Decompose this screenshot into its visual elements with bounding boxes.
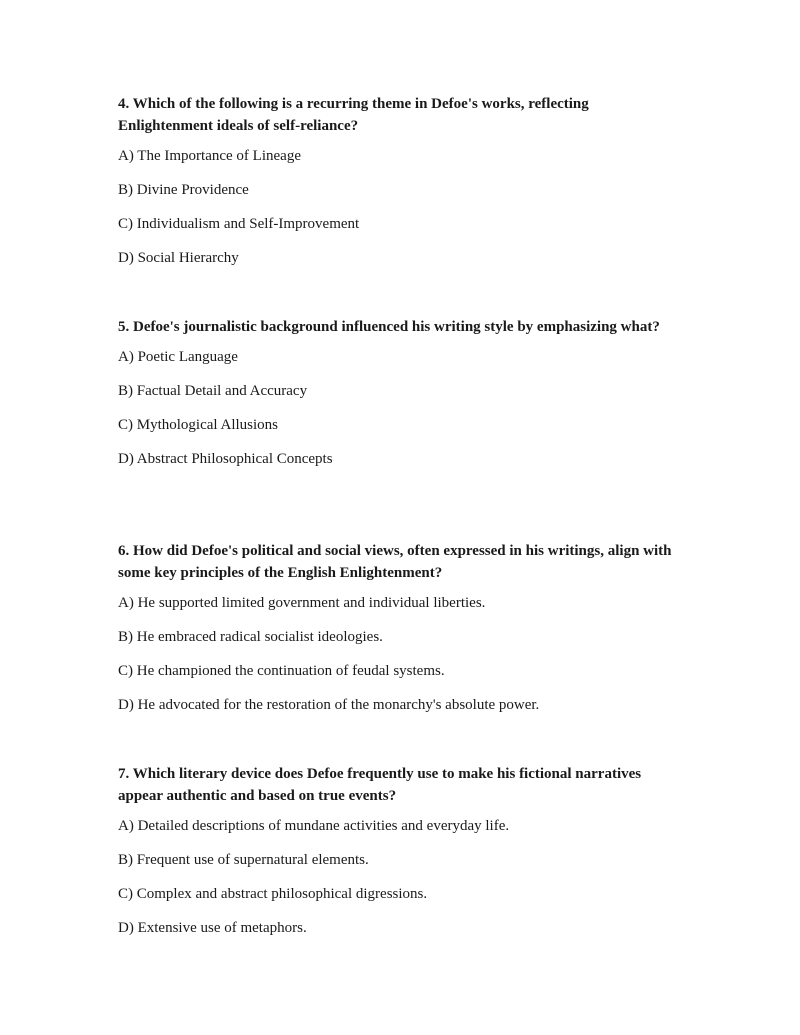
option-c: C) Individualism and Self-Improvement	[118, 216, 360, 232]
question-6	[118, 540, 688, 714]
option-list	[118, 147, 678, 267]
option-b: B) Divine Providence	[118, 182, 249, 198]
option-d: D) Extensive use of metaphors.	[118, 920, 307, 936]
option-a: A) He supported limited government and individual liberties.	[118, 595, 486, 611]
question-4	[118, 93, 678, 267]
option-b: B) Factual Detail and Accuracy	[118, 383, 308, 399]
question-text: 6. How did Defoe's political and social views, often expressed in his writings, align with some key principles of the English Enlightenment?	[118, 543, 672, 581]
question-text: 5. Defoe's journalistic background influenced his writing style by emphasizing what?	[118, 319, 660, 335]
option-a: A) Detailed descriptions of mundane activities and everyday life.	[118, 818, 510, 834]
option-b: B) He embraced radical socialist ideologies.	[118, 629, 383, 645]
option-d: D) Abstract Philosophical Concepts	[118, 451, 333, 467]
option-list	[118, 817, 688, 937]
question-5	[118, 316, 678, 468]
question-7	[118, 763, 688, 937]
option-d: D) Social Hierarchy	[118, 250, 239, 266]
option-b: B) Frequent use of supernatural elements.	[118, 852, 369, 868]
option-c: C) Complex and abstract philosophical digressions.	[118, 886, 428, 902]
question-text: 7. Which literary device does Defoe frequently use to make his fictional narratives appear authentic and based on true events?	[118, 766, 642, 804]
option-list	[118, 348, 678, 468]
option-a: A) Poetic Language	[118, 349, 238, 365]
question-text: 4. Which of the following is a recurring theme in Defoe's works, reflecting Enlightenment ideals of self-reliance?	[118, 96, 589, 134]
option-d: D) He advocated for the restoration of the monarchy's absolute power.	[118, 697, 540, 713]
option-c: C) He championed the continuation of feudal systems.	[118, 663, 445, 679]
option-a: A) The Importance of Lineage	[118, 148, 301, 164]
option-c: C) Mythological Allusions	[118, 417, 279, 433]
option-list	[118, 594, 688, 714]
